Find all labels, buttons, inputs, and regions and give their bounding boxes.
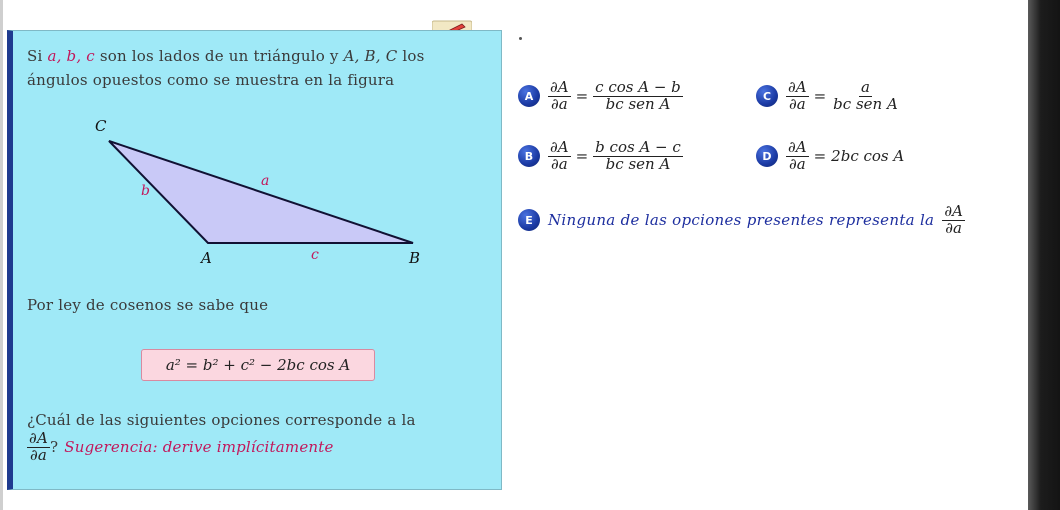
option-a-badge[interactable]: A [518,85,540,107]
stray-dot [519,37,522,40]
question-mark: ? [50,438,59,457]
frac-denominator: ∂a [945,218,962,237]
law-of-cosines-box [141,349,375,381]
hint-text: Sugerencia: derive implícitamente [64,438,334,457]
option-d[interactable] [756,140,904,173]
option-e-text: Ninguna de las opciones presentes representa la [548,211,935,230]
frac-numerator: b cos A − c [595,138,681,156]
option-a-rhs [593,80,683,113]
frac-denominator: ∂a [788,154,806,173]
vertex-label-b: B [409,249,421,267]
problem-line-2: ángulos opuestos como se muestra en la figura [27,71,395,89]
vertex-label-c: C [95,117,107,135]
text-segment: son los lados de un triángulo y [94,47,344,65]
option-a-lhs [548,80,571,113]
option-c-rhs [831,80,900,113]
question-line: ¿Cuál de las siguientes opciones corresponde a la [27,411,416,429]
option-e-fraction [942,204,965,237]
side-label-a: a [261,173,270,189]
option-a[interactable] [518,80,683,113]
side-label-c: c [311,247,319,263]
sides-variables: a, b, c [47,47,95,65]
option-b-lhs [548,140,571,173]
side-label-b: b [141,183,150,199]
frac-numerator: ∂A [550,78,569,96]
frac-denominator: bc sen A [605,154,671,173]
angles-variables: A, B, C [343,47,398,65]
frac-denominator: bc sen A [833,94,898,113]
text-segment: Si [27,47,48,65]
problem-card [7,30,502,490]
law-of-cosines: a² = b² + c² − 2bc cos A [165,356,351,374]
frac-numerator: ∂A [788,78,807,96]
equals-sign: = [813,87,827,106]
frac-denominator: ∂a [788,94,806,113]
problem-line-1 [27,47,425,65]
vertex-label-a: A [201,249,212,267]
frac-denominator: ∂a [550,154,568,173]
equals-sign: = [813,147,827,166]
frac-numerator: ∂A [788,138,807,156]
frac-numerator: a [861,78,870,96]
frac-denominator: bc sen A [605,94,671,113]
question-fraction [27,431,50,464]
frac-numerator: ∂A [944,202,963,220]
text-segment: los [397,47,425,65]
option-c[interactable] [756,80,900,113]
frac-denominator: ∂a [29,445,48,464]
option-b[interactable] [518,140,683,173]
triangle-figure [83,113,423,268]
option-c-badge[interactable]: C [756,85,778,107]
window-edge-shadow [1028,0,1060,510]
frac-denominator: ∂a [550,94,568,113]
equals-sign: = [575,147,589,166]
option-c-lhs [786,80,809,113]
option-d-rhs: 2bc cos A [831,147,905,166]
equals-sign: = [575,87,589,106]
option-e-badge[interactable]: E [518,209,540,231]
option-e[interactable] [518,204,965,237]
option-b-badge[interactable]: B [518,145,540,167]
option-d-lhs [786,140,809,173]
frac-numerator: ∂A [550,138,569,156]
question-line-2 [27,431,334,464]
option-d-badge[interactable]: D [756,145,778,167]
triangle-shape [109,141,413,243]
left-edge [0,0,3,510]
option-b-rhs [593,140,683,173]
law-intro: Por ley de cosenos se sabe que [27,296,269,314]
frac-numerator: ∂A [29,429,48,447]
frac-numerator: c cos A − b [595,78,681,96]
